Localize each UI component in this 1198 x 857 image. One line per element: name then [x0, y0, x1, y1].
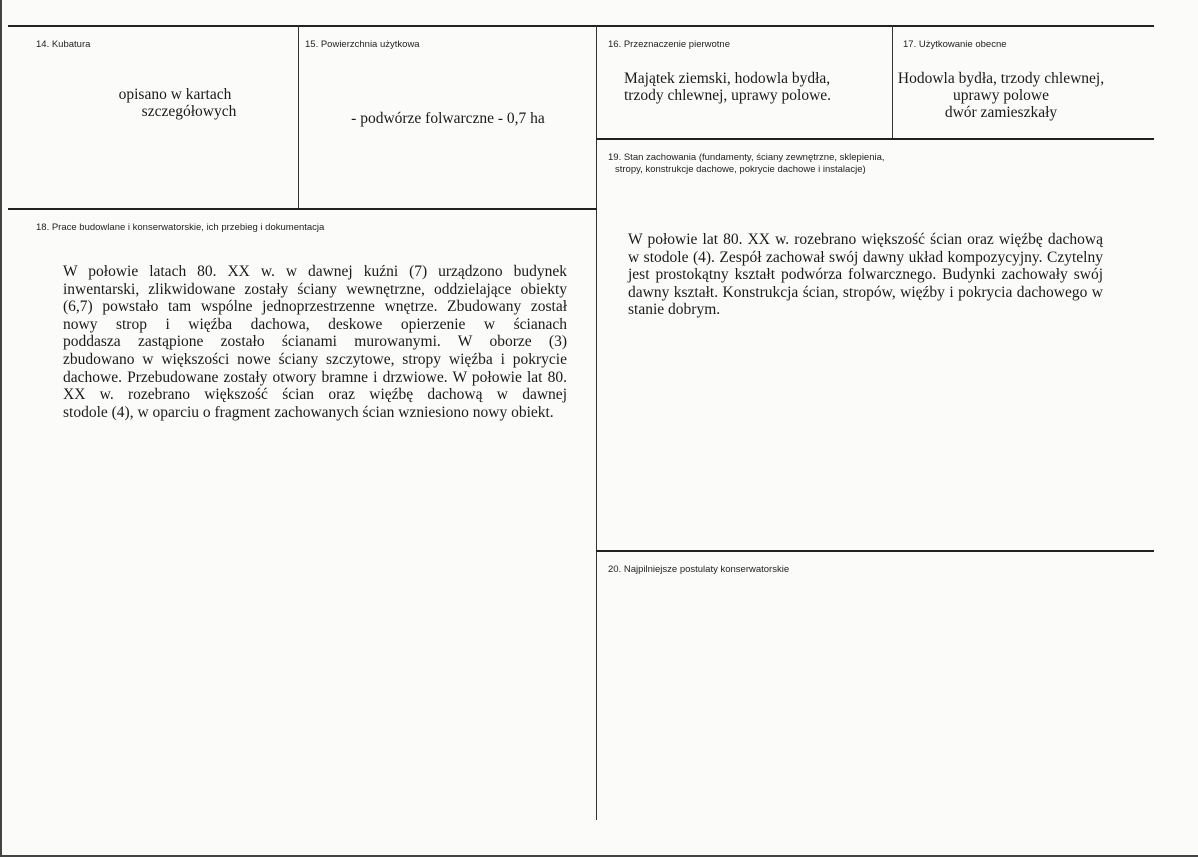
- field-17-value: [893, 70, 1109, 121]
- divider: [298, 25, 299, 208]
- field-19-text: [628, 231, 1103, 319]
- text-line: XX w. rozebrano większość ścian oraz więźbę dachową w dawnej: [63, 386, 567, 404]
- text-line: w stodole (4). Zespół zachował swój dawny układ kompozycyjny. Czytelny: [628, 248, 1103, 266]
- value-line: szczegółowych: [141, 103, 237, 120]
- label-line: 19. Stan zachowania (fundamenty, ściany zewnętrzne, sklepienia,: [608, 152, 885, 163]
- value-line: Majątek ziemski, hodowla bydła,: [624, 70, 831, 87]
- divider: [596, 25, 597, 820]
- value-line: trzody chlewnej, uprawy polowe.: [624, 87, 832, 104]
- text-line: zbudowano w większości nowe ściany szczytowe, stropy więźba i pokrycie: [63, 350, 567, 368]
- text-line: dachowe. Przebudowane zostały otwory bramne i drzwiowe. W połowie lat 80.: [63, 368, 567, 386]
- text-line: stanie dobrym.: [628, 301, 721, 319]
- divider: [596, 138, 1154, 140]
- label-line: stropy, konstrukcje dachowe, pokrycie dachowe i instalacje): [615, 164, 866, 175]
- field-20-label: 20. Najpilniejsze postulaty konserwatorskie: [608, 564, 790, 575]
- field-15-value: - podwórze folwarczne - 0,7 ha: [351, 110, 545, 127]
- field-14-label: 14. Kubatura: [36, 39, 91, 50]
- text-line: W połowie latach 80. XX w. w dawnej kuźni (7) urządzono budynek: [63, 263, 567, 280]
- field-19-label: [608, 152, 885, 176]
- divider: [8, 208, 597, 210]
- value-line: Hodowla bydła, trzody chlewnej,: [897, 70, 1105, 87]
- text-line: W połowie lat 80. XX w. rozebrano większość ścian oraz więźbę dachową: [628, 231, 1103, 248]
- value-line: opisano w kartach: [118, 86, 232, 103]
- scan-edge-left: [0, 0, 2, 857]
- value-line: dwór zamieszkały: [944, 104, 1058, 121]
- divider: [596, 550, 1154, 552]
- field-14-value: [60, 86, 290, 120]
- field-18-text: [63, 263, 567, 421]
- value-line: uprawy polowe: [953, 87, 1049, 104]
- field-16-label: 16. Przeznaczenie pierwotne: [608, 39, 730, 50]
- text-line: poddasza zastąpione zostało ścianami murowanymi. W oborze (3): [63, 333, 567, 351]
- text-line: dawny kształt. Konstrukcja ścian, stropów, więźby i pokrycia dachowego w: [628, 283, 1103, 301]
- field-18-label: 18. Prace budowlane i konserwatorskie, ich przebieg i dokumentacja: [36, 222, 325, 233]
- text-line: stodole (4), w oparciu o fragment zachowanych ścian wzniesiono nowy obiekt.: [63, 403, 554, 421]
- text-line: (6,7) powstało tam wspólne jednoprzestrzenne wnętrze. Zbudowany został: [63, 298, 567, 316]
- field-17-label: 17. Użytkowanie obecne: [903, 39, 1007, 50]
- field-16-value: [624, 70, 831, 104]
- form-top-border: [8, 25, 1154, 27]
- text-line: inwentarski, zlikwidowane zostały ściany wewnętrzne, oddzielające obiekty: [63, 280, 567, 298]
- text-line: jest prostokątny kształt podwórza folwarcznego. Budynki zachowały swój: [628, 266, 1103, 284]
- field-15-label: 15. Powierzchnia użytkowa: [305, 39, 420, 50]
- text-line: nowy strop i więźba dachowa, deskowe opierzenie w ścianach: [63, 315, 567, 333]
